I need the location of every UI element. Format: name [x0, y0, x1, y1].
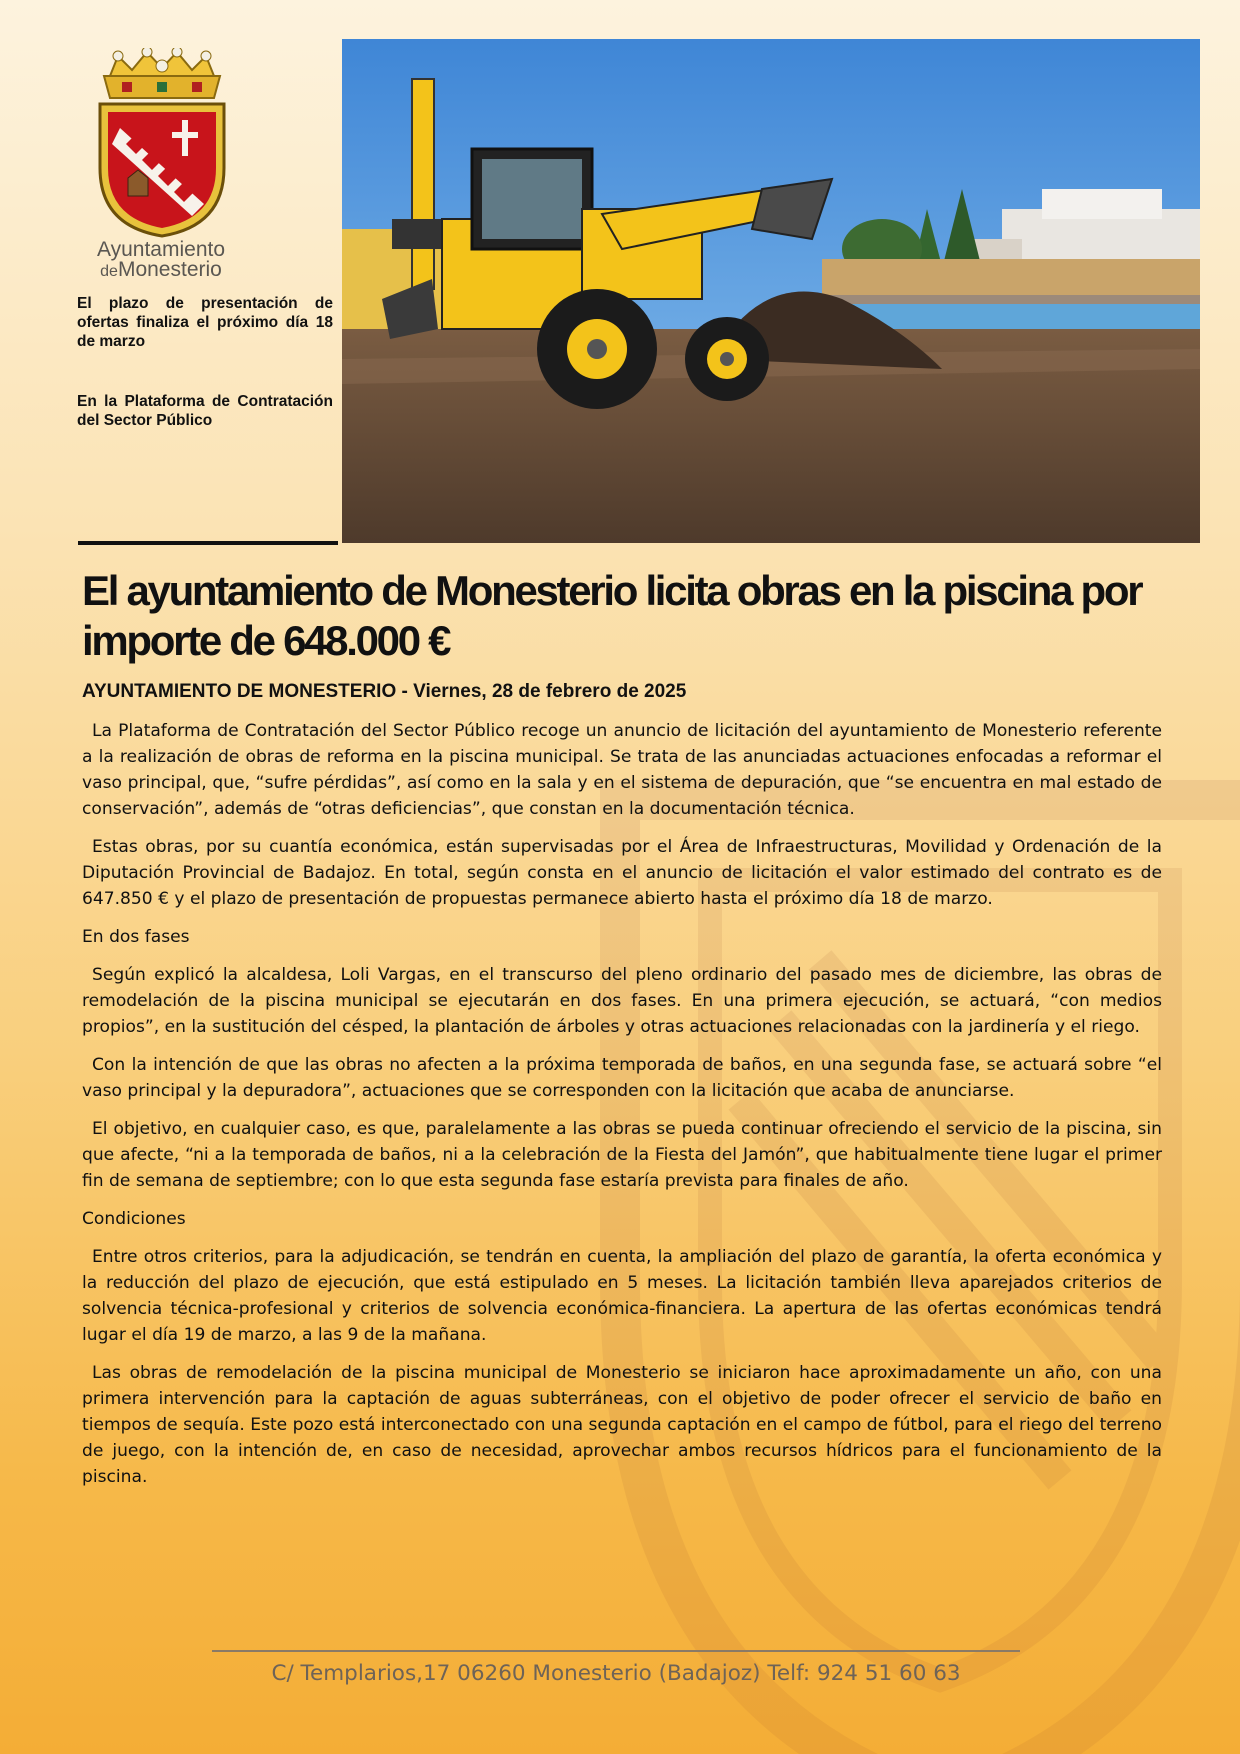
article-headline: El ayuntamiento de Monesterio licita obras en la piscina por importe de 648.000 €	[82, 567, 1142, 664]
org-name-prefix: de	[100, 263, 118, 280]
org-name-line1: Ayuntamiento	[96, 238, 226, 261]
sidebar-divider	[78, 541, 338, 545]
footer-divider	[212, 1650, 1020, 1652]
paragraph: Estas obras, por su cuantía económica, están supervisadas por el Área de Infraestructuras, Movilidad y Ordenación de la Diputación Provincial de Badajoz. En total, según consta en el anuncio de licitación el valor estimado del contrato es de 647.850 € y el plazo de presentación de propuestas permanece abierto hasta el próximo día 18 de marzo.	[82, 837, 1162, 909]
paragraph: Con la intención de que las obras no afecten a la próxima temporada de baños, en una segunda fase, se actuará sobre “el vaso principal y la depuradora”, actuaciones que se corresponden con la licitación que acaba de anunciarse.	[82, 1055, 1162, 1101]
organization-name	[70, 240, 252, 282]
paragraph: La Plataforma de Contratación del Sector Público recoge un anuncio de licitación del ayuntamiento de Monesterio referente a la realización de obras de reforma en la piscina municipal. Se trata de las anunciadas actuaciones enfocadas a reformar el vaso principal, que, “sufre pérdidas”, así como en la sala y en el sistema de depuración, que “se encuentra en mal estado de conservación”, además de “otras deficiencias”, que constan en la documentación técnica.	[82, 721, 1162, 819]
section-heading: En dos fases	[82, 927, 190, 947]
article-byline: AYUNTAMIENTO DE MONESTERIO - Viernes, 28 de febrero de 2025	[82, 681, 687, 702]
footer-address: C/ Templarios,17 06260 Monesterio (Badajoz) Telf: 924 51 60 63	[271, 1661, 961, 1686]
municipal-crest-logo	[92, 48, 232, 238]
sidenote-platform: En la Plataforma de Contratación del Sector Público	[77, 393, 333, 429]
paragraph: Las obras de remodelación de la piscina municipal de Monesterio se iniciaron hace aproximadamente un año, con una primera intervención para la captación de aguas subterráneas, con el objetivo de poder ofrecer el servicio de baño en tiempos de sequía. Este pozo está interconectado con una segunda captación en el campo de fútbol, para el riego del terreno de juego, con la intención de, en caso de necesidad, aprovechar ambos recursos hídricos para el funcionamiento de la piscina.	[82, 1363, 1162, 1487]
paragraph: Entre otros criterios, para la adjudicación, se tendrán en cuenta, la ampliación del plazo de garantía, la oferta económica y la reducción del plazo de ejecución, que está estipulado en 5 meses. La licitación también lleva aparejados criterios de solvencia técnica-profesional y criterios de solvencia económica-financiera. La apertura de las ofertas económicas tendrá lugar el día 19 de marzo, a las 9 de la mañana.	[82, 1247, 1162, 1345]
paragraph: El objetivo, en cualquier caso, es que, paralelamente a las obras se pueda continuar ofreciendo el servicio de la piscina, sin que afecte, “ni a la temporada de baños, ni a la celebración de la Fiesta del Jamón”, que habitualmente tiene lugar el primer fin de semana de septiembre; con lo que esta segunda fase estaría prevista para finales de año.	[82, 1119, 1162, 1191]
section-heading: Condiciones	[82, 1209, 186, 1229]
backhoe-construction-photo	[342, 39, 1200, 543]
paragraph: Según explicó la alcaldesa, Loli Vargas, en el transcurso del pleno ordinario del pasado mes de diciembre, las obras de remodelación de la piscina municipal se ejecutarán en dos fases. En una primera ejecución, se actuará, “con medios propios”, en la sustitución del césped, la plantación de árboles y otras actuaciones relacionadas con la jardinería y el riego.	[82, 965, 1162, 1037]
article-body	[82, 718, 1162, 1502]
org-name-main: Monesterio	[117, 258, 222, 281]
sidenote-deadline: El plazo de presentación de ofertas finaliza el próximo día 18 de marzo	[77, 295, 333, 350]
crown-icon	[104, 48, 220, 98]
shield-icon	[100, 104, 224, 236]
org-name-line2	[70, 260, 252, 282]
